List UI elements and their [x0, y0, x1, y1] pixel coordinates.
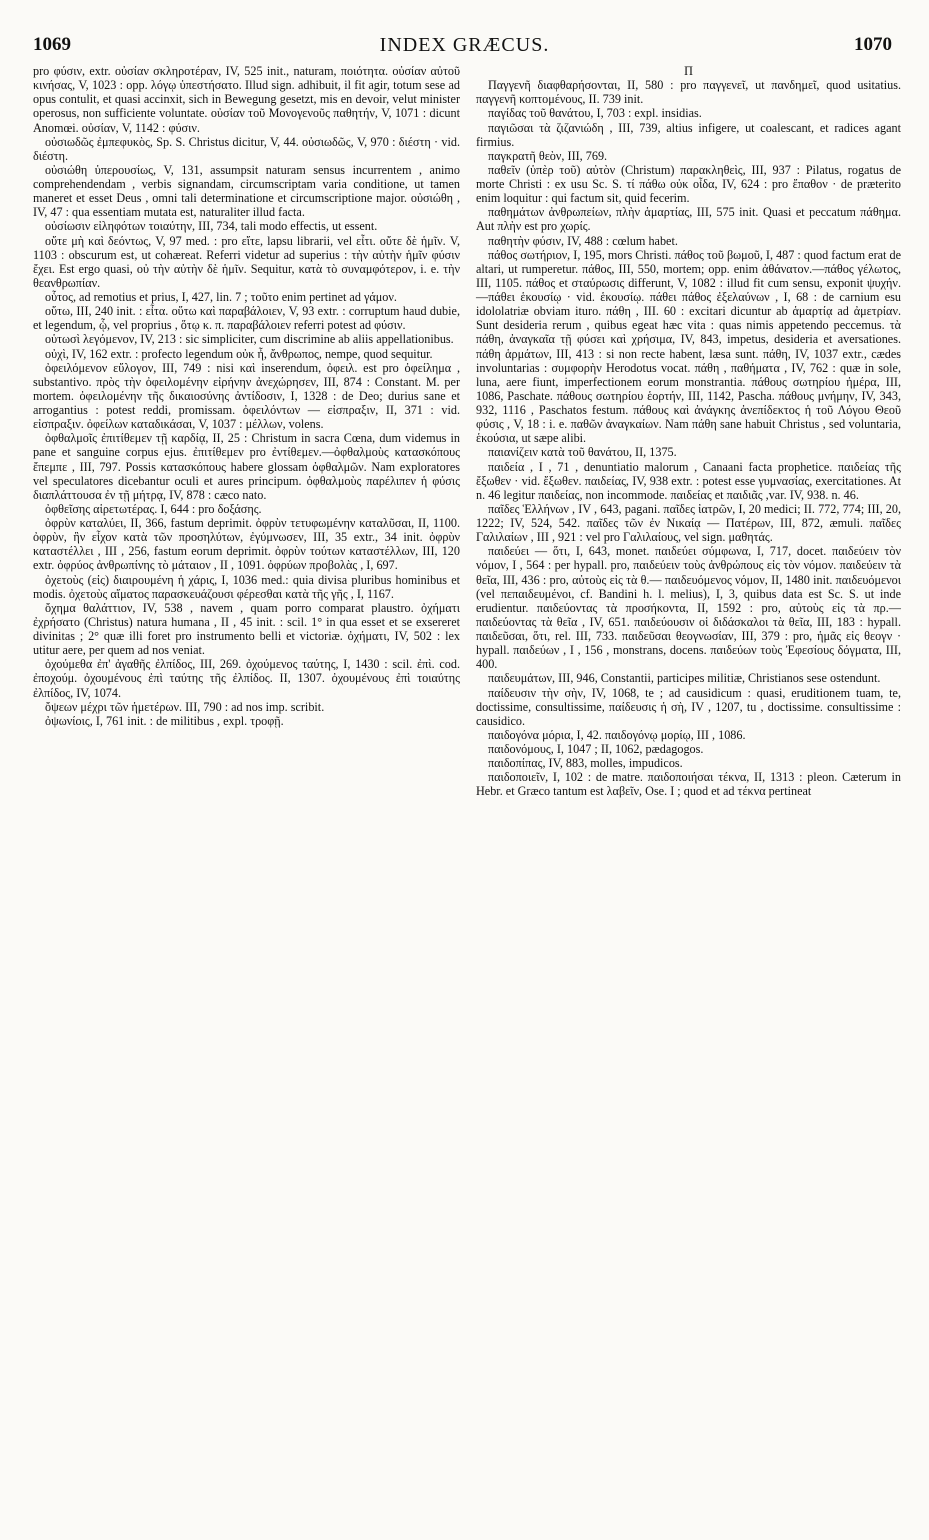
page-number-right: 1070	[854, 34, 892, 55]
left-column	[33, 64, 460, 728]
section-letter: Π	[684, 64, 693, 78]
right-column	[476, 64, 901, 799]
index-entry: ὀφθαλμοῖς ἐπιτίθεμεν τῇ καρδίᾳ, II, 25 : Christum in sacra Cœna, dum videmus in pane et sanguine corpus ejus. ἐπιτίθεμεν pro ἐντίθεμεν.—ὀφθαλμοὺς κατασκόπους ἔπεμπε , III, 797. Possis κατασκόπους habere glossam ὀφθαλμῶν. Nam exploratores vel speculatores dicebantur oculi et aures principum. ὀφθαλμοὺς παρέλιπεν ἡ φύσις διαπλάττουσα ἐν τῇ μήτρᾳ, IV, 878 : cæco nato.	[33, 431, 460, 502]
index-entry: παιδευμάτων, III, 946, Constantii, participes militiæ, Christianos sese ostendunt.	[488, 671, 881, 686]
index-entry: οὗτος, ad remotius et prius, I, 427, lin. 7 ; τοῦτο enim pertinet ad γάμον.	[45, 290, 397, 304]
index-entry: παιανίζειν κατὰ τοῦ θανάτου, II, 1375.	[488, 445, 677, 460]
page-number-left: 1069	[33, 34, 71, 55]
index-entry: παιδοποιεῖν, I, 102 : de matre. παιδοποιήσαι τέκνα, II, 1313 : pleon. Cæterum in Hebr. et Græco tantum est λαβεῖν, Ose. I ; quod et ad τέκνα pertineat	[476, 770, 901, 799]
index-entry: οὐχὶ, IV, 162 extr. : profecto legendum οὐκ ἦ, ἄνθρωπος, nempe, quod sequitur.	[45, 346, 433, 361]
index-entry: ὀφθεῖσης αἱρετωτέρας. I, 644 : pro δοξάσης.	[45, 501, 262, 516]
index-entry: ὀχετοὺς (εἰς) διαιρουμένη ἡ χάρις, I, 1036 med.: quia divisa pluribus hominibus et modis. ὀχετοὺς αἵματος παρασκευάζουσι φέρεσθαι κατὰ τῆς γῆς , I, 1167.	[33, 572, 460, 601]
index-entry: οὐσιώθη ὑπερουσίως, V, 131, assumpsit naturam sensus incurrentem , animo comprehendendam , verbis signandam, circumscriptam varia conditione, ut tamen maneret et esset Deus , omni tali determinatione et circumscriptione major. οὐσιώθη , IV, 47 : qua essentiam mutata est, naturaliter illud facta.	[33, 162, 460, 220]
index-entry: ὀφειλόμενον εὔλογον, III, 749 : nisi καὶ inserendum, ὀφειλ. est pro ὀφείλημα , substantivo. πρὸς τὴν ὀφειλομένην εἰρήνην ἀνεχώρησεν, III, 874 : Constant. M. per mortem. ὀφειλομένην τῆς δικαιοσύνης ἀντίδοσιν, I, 1328 : de Deo; durius sane et arrogantius : potest reddi, promissam. ὀφειλόντων — εἰσπραξιν, II, 371 : vid. εἰσπραξιν. ὀφείλων καταδικάσαι, V, 1037 : μέλλων, volens.	[33, 360, 460, 432]
running-header	[0, 26, 929, 56]
index-entry: παιδογόνα μόρια, I, 42. παιδογόνῳ μορίῳ, III , 1086.	[488, 727, 746, 742]
index-entry: ὀφρὺν καταλύει, II, 366, fastum deprimit. ὀφρὺν τετυφωμένην καταλῦσαι, II, 1100. ὀφρὺν, ἣν εἶχον κατὰ τῶν προσηλύτων, ἐγύμνωσεν, III, 35 extr., 34 init. ὀφρὺν καταστέλλει , III , 256, fastum eorum deprimit. ὀφρὺν τούτων καταστέλλων, III, 120 extr. ὀφρύος ἀνθρωπίνης τὸ μάταιον , II , 1091. ὀφρύων προβολὰς , I, 697.	[33, 516, 460, 573]
index-entry: παῖδες Ἑλλήνων , IV , 643, pagani. παῖδες ἰατρῶν, I, 20 medici; II. 772, 774; III, 20, 1222; IV, 524, 542. παῖδες τῶν ἐν Νικαίᾳ — Πατέρων, III, 872, æmuli. παῖδες Γαλιλαίων , III , 921 : vel pro Γαλιλαίους, vel sign. μαθητάς.	[476, 501, 901, 545]
index-entry: οὐσίωσιν εἰληφότων τοιαύτην, III, 734, tali modo effectis, ut essent.	[45, 219, 378, 234]
index-entry: παθητὴν φύσιν, IV, 488 : cœlum habet.	[488, 233, 678, 248]
index-entry: παθεῖν (ὑπὲρ τοῦ) αὐτὸν (Christum) παρακληθεὶς, III, 937 : Pilatus, rogatus de morte Christi : ex usu Sc. S. τί πάθω οὐκ οἶδα, IV, 624 : pro ἔπαθον · de præterito enim loquitur : qui factum sit, quid fecerim.	[476, 162, 901, 206]
running-title: INDEX GRÆCUS.	[379, 34, 550, 56]
index-entry: pro φύσιν, extr. οὐσίαν σκληροτέραν, IV, 525 init., naturam, ποιότητα. οὐσίαν αὐτοῦ κινήσας, V, 1023 : opp. λόγῳ ὑπεστήσατο. Illud sign. adhibuit, il fit agir, totum sese ad opus contulit, et quasi accinxit, sich in Bewegung gesetzt, mis en devoir, velut minister operosus, non sufficiente voluntate. οὐσίαν τοῦ Μονογενοῦς παθητήν, V, 1071 : dicunt Anomœi. οὐσίαν, V, 1142 : φύσιν.	[33, 64, 460, 135]
index-entry: ὀχούμεθα ἐπ' ἀγαθῆς ἐλπίδος, III, 269. ὀχούμενος ταύτης, I, 1430 : scil. ἐπὶ. cod. ἐποχούμ. ὀχουμένους ἐπὶ ταύτης τῆς ἐλπίδος. II, 1307. ὀχουμένους ἐπὶ τοιαύτης ἐλπίδος, IV, 1074.	[33, 657, 460, 700]
index-entry: ὄψεων μέχρι τῶν ἡμετέρων. III, 790 : ad nos imp. scribit.	[45, 699, 325, 714]
index-entry: παγκρατῆ θεὸν, III, 769.	[488, 148, 608, 163]
index-entry: Παγγενῆ διαφθαρήσονται, II, 580 : pro παγγενεῖ, ut πανδημεῖ, quod usitatius. παγγενῆ κοπτομένους, II. 739 init.	[476, 78, 901, 107]
index-entry: παιδοπίπας, IV, 883, molles, impudicos.	[488, 756, 683, 771]
index-entry: ὀψωνίοις, I, 761 init. : de militibus , expl. τροφῇ.	[45, 713, 284, 728]
index-entry: παίδευσιν τὴν σὴν, IV, 1068, te ; ad causidicum : quasi, eruditionem tuam, te, doctissime, consultissime, παίδευσις ἡ σὴ, IV , 1207, tu , doctissime. consultissime : causidico.	[476, 685, 901, 728]
index-entry: ὄχημα θαλάττιον, IV, 538 , navem , quam porro comparat plaustro. ὀχήματι ἐχρήσατο (Christus) natura humana , II , 45 init. : scil. 1° in qua esset et se exsereret divinitas ; 2° quæ illi foret pro instrumento belli et victoriæ. ὀχήματι, IV, 502 : lex utitur aere, per quem ad nos veniat.	[33, 600, 460, 658]
index-entry: οὑτωσὶ λεγόμενον, IV, 213 : sic simpliciter, cum discrimine ab aliis appellationibus.	[45, 332, 454, 347]
index-entry: οὔτε μὴ καὶ δεόντως, V, 97 med. : pro εἴτε, lapsu librarii, vel εἶτι. οὔτε δὲ ἡμῖν. V, 1103 : obscurum est, ut cohæreat. Referri videtur ad superius : τὴν αὐτὴν ἡμῖν φύσιν ἔχει. Est ergo quasi, οὐ τὴν αὐτὴν δὲ ἡμῖν. Sequitur, κατὰ τὸ συναμφότερον, i. e. τὴν θεανθρωπίαν.	[33, 233, 460, 290]
index-entry: παιδονόμους, I, 1047 ; II, 1062, pædagogos.	[488, 742, 704, 756]
index-entry: παθημάτων ἀνθρωπείων, πλὴν ἁμαρτίας, III, 575 init. Quasi et peccatum πάθημα. Aut πλὴν est pro χωρίς.	[476, 205, 901, 234]
index-entry: παγιῶσαι τὰ ζιζανιώδη , III, 739, altius infigere, ut coalescant, et radices agant firmius.	[476, 120, 901, 149]
index-entry: παγίδας τοῦ θανάτου, I, 703 : expl. insidias.	[488, 106, 702, 121]
index-entry: πάθος σωτήριον, I, 195, mors Christi. πάθος τοῦ βωμοῦ, I, 487 : quod factum erat de altari, ut rumperetur. πάθος, III, 550, mortem; opp. enim ἀθάνατον.—πάθος γέλωτος, III, 1105. πάθος et σταύρωσις differunt, V, 1082 : illud fit cum sensu, exponit ψυχήν.—πάθει ἑκουσίῳ · vid. ἑκουσίῳ. πάθει πάθος ἐξελαύνων , I, 68 : de carnium esu idololatriæ obviam ituro. πάθη , III. 60 : excitari dicuntur ab ἁμαρτίᾳ ad ἀμετρίαν. Sunt desideria rerum , quibus egeat hæc vita : quas nimis appetendo peccemus. τὰ πάθη, ἀναγκαῖα τῇ φύσει καὶ χρήσιμα, IV, 843, impetus, desideria et aversationes. πάθη ἁρμάτων, III, 413 : si non recte habent, læsa sunt. πάθη, IV, 1037 extr., cædes involuntarias : συμφορὴν Herodotus vocat. πάθη , παθήματα , IV, 762 : quæ in sole, luna, aere fiunt, imperfectionem eorum monstrantia. πάθους σωτηρίου ἡμέρα, III, 1086, Paschate. πάθους σωτηρίου ἑορτήν, III, 1142, Pascha. πάθους μνήμην, IV, 343, 932, 1116 , Paschatos festum. πάθους καὶ ἀνάγκης ἀνεπίδεκτος ἡ τοῦ Λόγου Θεοῦ φύσις , V, 18 : i. e. παθῶν ἀναγκαίων. Nam πάθη sane habuit Christus , sed voluntaria, ἑκούσια, ut sæpe alibi.	[476, 247, 901, 446]
index-entry: παιδεύει — ὅτι, I, 643, monet. παιδεύει σύμφωνα, I, 717, docet. παιδεύειν τὸν νόμον, I , 564 : per hypall. pro, παιδεύειν τοὺς ἀνθρώπους εἰς τὸν νόμον. παιδεύειν τὰ θεῖα, III, 436 : pro, αὐτοὺς εἰς τὰ θ.— παιδευόμενος νόμον, II, 1480 init. παιδευόμενοι (vel πεπαιδευμένοι, cf. Bandini h. l. melius), I, 3, quibus data est Sc. S. ut inde erudientur. παιδεύοντας τὰ προσήκοντα, II, 1592 : pro, αὐτοὺς εἰς τὰ πρ.— παιδεύοντας τὰ θεῖα , IV, 651. παιδεύουσιν οἱ διδάσκαλοι τὰ θεῖα, III, 183 : hypall. παιδεῦσαι, ὅτι, rel. III, 733. παιδεῦσαι θεογνωσίαν, III, 379 : pro, ἡμᾶς εἰς θεογν · hypall. παιδεύων , I , 156 , monstrans, docens. παιδεύων τοὺς Ἐφεσίους δόγματα, III, 400.	[476, 544, 901, 672]
index-entry: οὕτω, III, 240 init. : εἶτα. οὕτω καὶ παραβάλοιεν, V, 93 extr. : corruptum haud dubie, et legendum, ᾧ, vel proprius , ὅτῳ κ. π. παραβάλοιεν referri potest ad φύσιν.	[33, 304, 460, 333]
index-entry: παιδεία , I , 71 , denuntiatio malorum , Canaani facta prophetice. παιδείας τῆς ἔξωθεν · vid. ἔξωθεν. παιδείας, IV, 938 extr. : potest esse γυμνασίας, exercitationes. At n. 46 legitur παιδείας, non incommode. παιδείας et παιδιᾶς ,var. IV, 938. n. 46.	[476, 459, 901, 502]
index-entry: οὐσιωδῶς ἐμπεφυκὸς, Sp. S. Christus dicitur, V, 44. οὐσιωδῶς, V, 970 : διέστη · vid. διέστη.	[33, 134, 460, 163]
